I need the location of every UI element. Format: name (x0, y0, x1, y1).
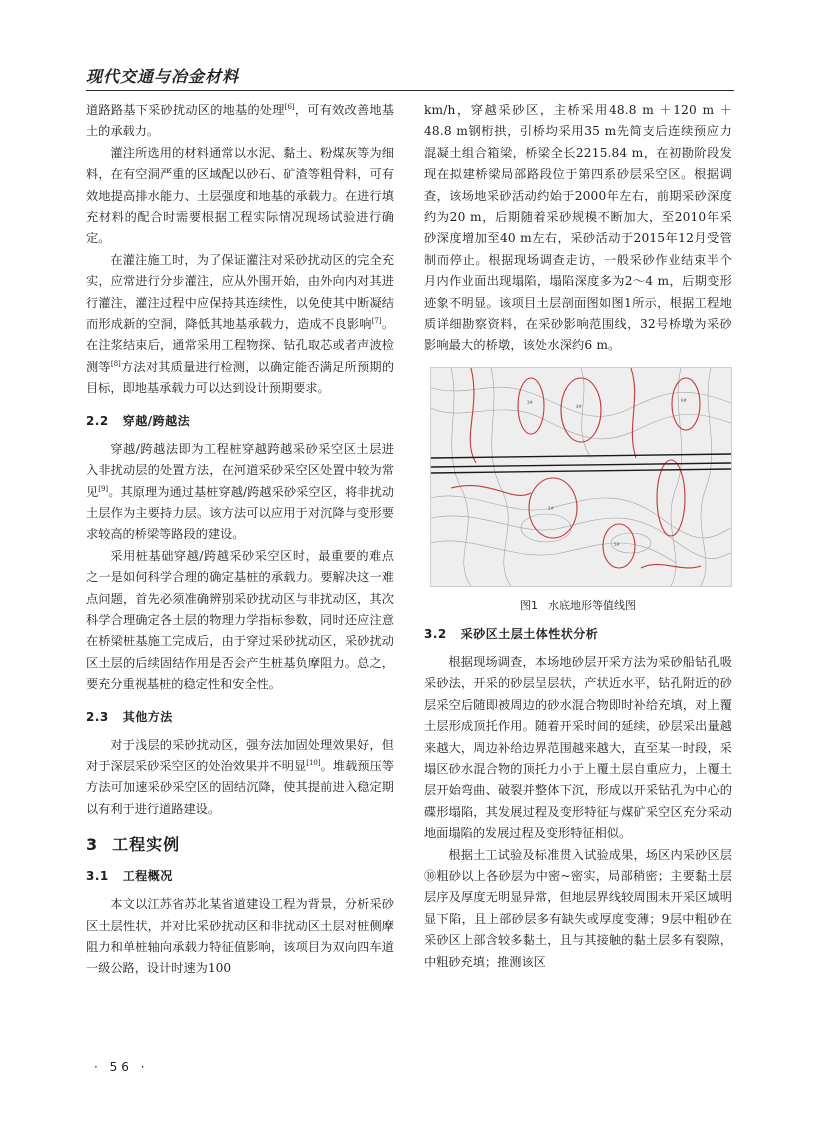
citation: [6] (284, 103, 295, 111)
section-heading (86, 412, 394, 429)
text: ，可有效改善地基土的承载力。 (86, 103, 394, 139)
page-number: · 56 · (94, 1060, 149, 1074)
text: 。其原理为通过基桩穿越/跨越采砂采空区，将非扰动土层作为主要持力层。该方法可以应用于对沉降与变形要求较高的桥梁等路段的建设。 (86, 484, 395, 542)
paragraph (86, 100, 394, 143)
section-heading (86, 867, 394, 884)
paragraph: km/h，穿越采砂区，主桥采用48.8 m ＋120 m ＋48.8 m钢桁拱，引桥均采用35 m先简支后连续预应力混凝土组合箱梁，桥梁全长2215.84 m，在初勘阶段发现在拟建桥梁局部路段位于第四系砂层采空区。根据调查，该场地采砂活动约始于2000年左右，前期采砂深度约为20 m，后期随着采砂规模不断加大，至2010年采砂深度增加至40 m左右，采砂活动于2015年12月受管制而停止。根据现场调查走访，一般采砂作业结束半个月内作业面出现塌陷，塌陷深度多为2～4 m，后期变形迹象不明显。该项目土层剖面图如图1所示，根据工程地质详细勘察资料，在采砂影响范围线，32号桥墩为采砂影响最大的桥墩，该处水深约6 m。 (424, 103, 732, 353)
journal-title: 现代交通与冶金材料 (86, 67, 240, 86)
paragraph: 根据土工试验及标准贯入试验成果，场区内采砂区层⑩粗砂以上各砂层为中密~密实，局部稍密；主要黏土层层序及厚度无明显异常，但地层界线较周围未开采区域明显下陷，且上部砂层多有缺失或厚度变薄；9层中粗砂在采砂区上部含较多黏土，且与其接触的黏土层多有裂隙，中粗砂充填；推测该区 (424, 847, 732, 969)
svg-text:5#: 5# (614, 541, 620, 547)
section-title: 采砂区土层土体性状分析 (460, 626, 599, 641)
contour-map-figure (430, 367, 732, 587)
svg-text:2#: 2# (548, 505, 554, 511)
figure-title: 水底地形等值线图 (548, 598, 636, 612)
section-heading (86, 708, 394, 725)
section-number: 2.3 (86, 709, 109, 724)
paragraph (86, 735, 394, 821)
paragraph: 采用桩基础穿越/跨越采砂采空区时，最重要的难点之一是如何科学合理的确定基桩的承载力。要解决这一难点问题，首先必须准确辨别采砂扰动区与非扰动区，其次科学合理确定各土层的物理力学指标参数，同时还应注意在桥梁桩基施工完成后，由于穿过采砂扰动区，采砂扰动区土层的后续固结作用是否会产生桩基负摩阻力。总之，要充分重视基桩的稳定性和安全性。 (86, 548, 394, 692)
paragraph: 灌注所选用的材料通常以水泥、黏土、粉煤灰等为细料，在有空洞严重的区域配以砂石、矿渣等粗骨料，可有效地提高排水能力、土层强度和地基的承载力。在进行填充材料的配合时需要根据工程实际情况现场试验进行确定。 (86, 145, 394, 246)
text: 方法对其质量进行检测，以确定能否满足所预期的目标，即地基承载力可以达到设计预期要求。 (86, 359, 395, 396)
figure-number: 图1 (520, 598, 538, 612)
text: 。在注浆结束后，通常采用工程物探、钻孔取芯或者声波检测等 (86, 317, 395, 374)
text: 穿越/跨越法即为工程桩穿越跨越采砂采空区土层进入非扰动层的处置方法，在河道采砂采空区处置中较为常见 (86, 441, 394, 499)
right-column (424, 100, 732, 973)
paragraph (86, 439, 394, 546)
svg-text:6#: 6# (681, 397, 687, 403)
section-number: 2.2 (86, 413, 109, 428)
section-title: 其他方法 (122, 709, 173, 724)
section-number: 3.2 (424, 626, 447, 641)
citation: [10] (306, 758, 321, 767)
section-title: 工程实例 (112, 835, 181, 855)
text: 。堆载预压等方法可加速采砂采空区的固结沉降，使其提前进入稳定期以有利于进行道路建设。 (86, 758, 394, 816)
svg-text:3#: 3# (527, 399, 533, 405)
paragraph: 本文以江苏省苏北某省道建设工程为背景，分析采砂区土层性状，并对比采砂扰动区和非扰动区土层对桩侧摩阻力和单桩轴向承载力特征值影响，该项目为双向四车道一级公路，设计时速为100 (86, 897, 394, 976)
section-title: 工程概况 (122, 869, 173, 884)
section-heading (424, 625, 732, 642)
section-number: 3.1 (86, 869, 109, 884)
section-number: 3 (86, 835, 99, 855)
header-rule (86, 90, 734, 91)
citation: [9] (98, 484, 109, 493)
figure-caption (424, 597, 732, 613)
left-column (86, 100, 394, 980)
contour-map-image (431, 368, 731, 586)
text: 在灌注施工时，为了保证灌注对采砂扰动区的完全充实，应常进行分步灌注，应从外围开始，由外向内对其进行灌注，灌注过程中应保持其连续性，以免使其中断凝结而形成新的空洞，降低其地基承载力，造成不良影响 (86, 252, 394, 332)
text: 对于浅层的采砂扰动区，强夯法加固处理效果好，但对于深层采砂采空区的处治效果并不明显 (86, 737, 394, 773)
citation: [8] (110, 359, 121, 368)
paragraph: 根据现场调查，本场地砂层开采方法为采砂船钻孔吸采砂法，开采的砂层呈层状，产状近水平，钻孔附近的砂层采空后随即被周边的砂水混合物即时补给充填，对上覆土层形成顶托作用。随着开采时间的延续，砂层采出量越来越大，周边补给边界范围越来越大，直至某一时段，采塌区砂水混合物的顶托力小于上覆土层自重应力，上覆土层开始弯曲、破裂并整体下沉，形成以开采钻孔为中心的碟形塌陷，其发展过程及变形特征与煤矿采空区充分采动地面塌陷的发展过程及变形特征相似。 (424, 654, 732, 841)
chapter-heading (86, 832, 394, 855)
citation: [7] (371, 317, 382, 326)
text: 道路路基下采砂扰动区的地基的处理 (86, 103, 285, 117)
section-title: 穿越/跨越法 (122, 413, 191, 428)
svg-text:4#: 4# (576, 403, 582, 409)
paragraph (86, 250, 394, 400)
